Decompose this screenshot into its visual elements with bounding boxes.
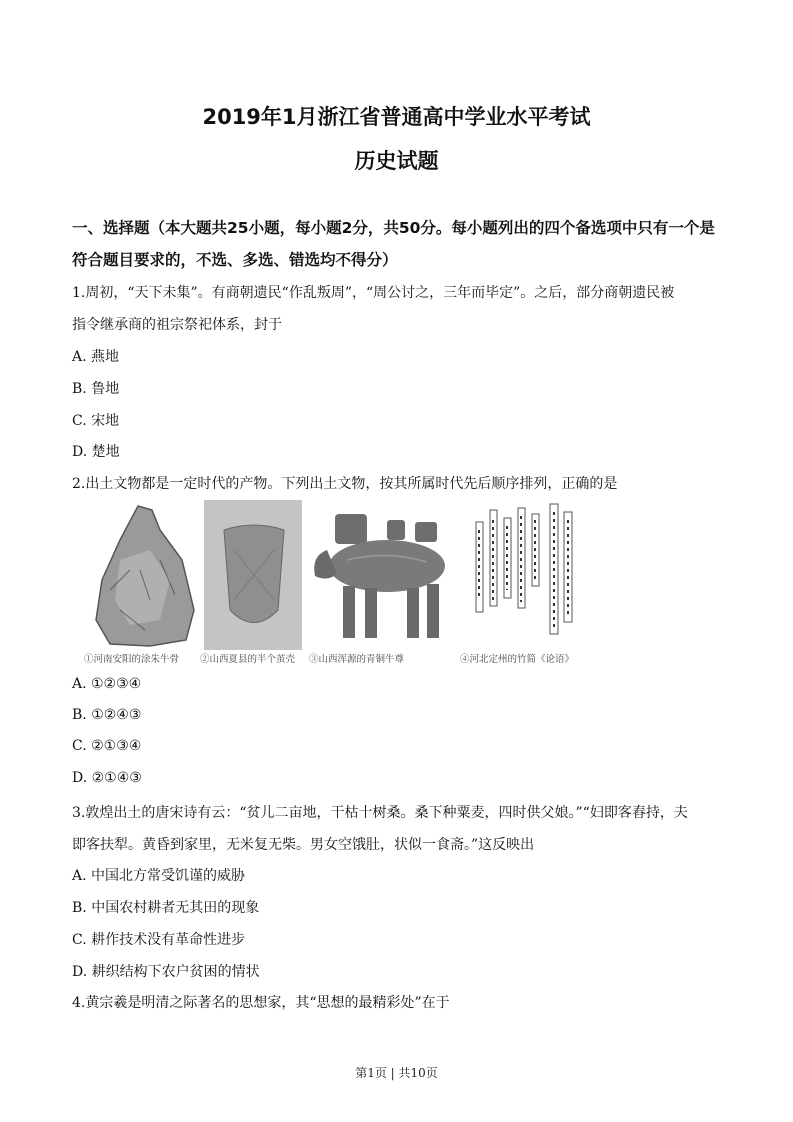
q2-option-a: A. ①②③④ [72, 676, 142, 692]
caption-1: ①河南安阳的涂朱牛骨 [84, 654, 180, 665]
q2-option-b: B. ①②④③ [72, 707, 142, 723]
bronze-ox-image [307, 500, 457, 650]
q3-option-d: D. 耕织结构下农户贫困的情状 [72, 964, 260, 980]
q1-option-b: B. 鲁地 [72, 381, 120, 397]
cocoon-image [204, 500, 302, 650]
section-heading: 一、选择题（本大题共25小题，每小题2分，共50分。每小题列出的四个备选项中只有一个是符合题目要求的，不选、多选、错选均不得分） [72, 219, 715, 269]
q1-option-d: D. 楚地 [72, 444, 120, 460]
bamboo-slips-image [470, 500, 580, 650]
exam-title: 2019年1月浙江省普通高中学业水平考试 [202, 105, 591, 129]
q2-option-d: D. ②①④③ [72, 770, 142, 786]
q3-option-a: A. 中国北方常受饥谨的威胁 [72, 868, 246, 884]
artifact-figure [82, 500, 642, 668]
page-footer: 第1页 | 共10页 [355, 1066, 438, 1080]
caption-3: ③山西浑源的青铜牛尊 [309, 654, 405, 665]
caption-2: ②山西夏县的半个茧壳 [200, 654, 296, 665]
q2-stem: 2.出土文物都是一定时代的产物。下列出土文物，按其所属时代先后顺序排列，正确的是 [72, 476, 618, 492]
q2-option-c: C. ②①③④ [72, 738, 142, 754]
q3-stem-line2: 即客扶犁。黄昏到家里，无米复无柴。男女空饿肚，状似一食斋。”这反映出 [72, 837, 535, 853]
q1-stem-line1: 1.周初，“天下未集”。有商朝遗民“作乱叛周”，“周公讨之，三年而毕定”。之后，部分商朝遗民被 [72, 285, 675, 301]
q4-stem: 4.黄宗羲是明清之际著名的思想家，其“思想的最精彩处”在于 [72, 995, 450, 1011]
q3-option-c: C. 耕作技术没有革命性进步 [72, 932, 246, 948]
exam-subtitle: 历史试题 [354, 149, 439, 173]
q1-option-a: A. 燕地 [72, 349, 120, 365]
oracle-bone-image [90, 500, 200, 650]
caption-4: ④河北定州的竹简《论语》 [460, 654, 575, 665]
q1-stem-line2: 指令继承商的祖宗祭祀体系，封于 [72, 317, 282, 333]
q3-stem-line1: 3.敦煌出土的唐宋诗有云：“贫儿二亩地，干枯十树桑。桑下种粟麦，四时供父娘。”“妇即客舂持，夫 [72, 805, 688, 821]
q1-option-c: C. 宋地 [72, 413, 120, 429]
q3-option-b: B. 中国农村耕者无其田的现象 [72, 900, 260, 916]
